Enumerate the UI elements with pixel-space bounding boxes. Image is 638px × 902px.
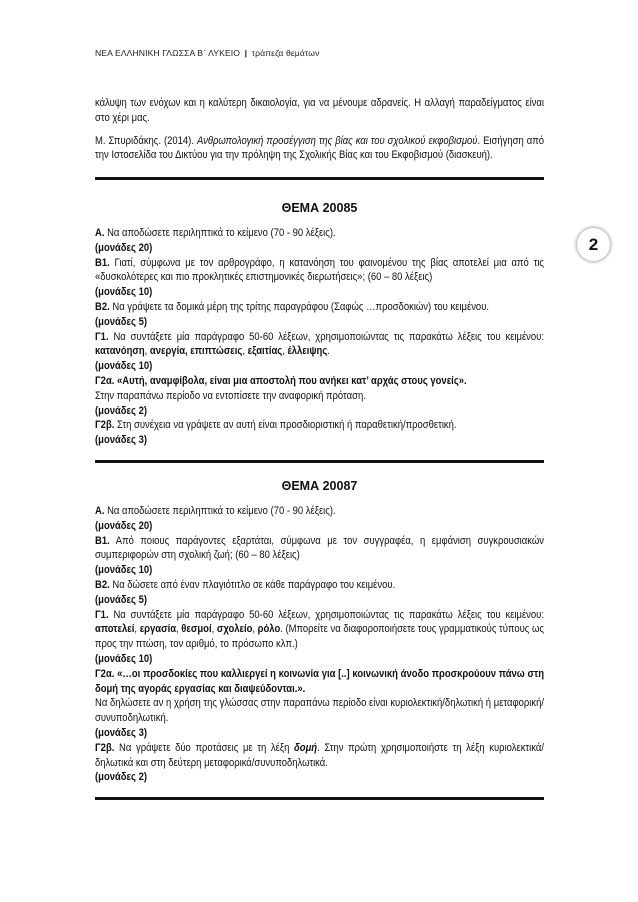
points: (μονάδες 20) (95, 519, 153, 532)
header-title: ΝΕΑ ΕΛΛΗΝΙΚΗ ΓΛΩΣΣΑ Β΄ ΛΥΚΕΙΟ (95, 48, 241, 58)
question-c2a-text: Στην παραπάνω περίοδο να εντοπίσετε την αναφορική πρόταση. (95, 389, 366, 402)
keyword: εξαιτίας (247, 345, 283, 358)
question-label: Β1. (95, 256, 110, 269)
topic-20085 (95, 226, 544, 448)
section-divider (95, 797, 544, 800)
question-b1: Β1. Από ποιους παράγοντες εξαρτάται, σύμφωνα με τον συγγραφέα, η εμφάνιση συγκρουσιακών συμπεριφορών στη σχολική ζωή; (60 – 80 λέξεις) (95, 534, 544, 562)
keyword: εργασία (139, 623, 177, 636)
keyword: ανεργία, επιπτώσεις (149, 345, 243, 358)
intro-section (95, 96, 544, 163)
intro-paragraph: κάλυψη των ενόχων και η καλύτερη δικαιολογία, για να μένουμε αδρανείς. Η αλλαγή παραδείγματος είναι στο χέρι μας. (95, 97, 544, 124)
question-label: Γ1. (95, 330, 109, 343)
topic-title: ΘΕΜΑ 20087 (281, 479, 358, 493)
question-c1: Γ1. Να συντάξετε μία παράγραφο 50-60 λέξεων, χρησιμοποιώντας τις παρακάτω λέξεις του κειμένου: κατανόηση, ανεργία, επιπτώσεις, εξαιτίας, έλλειψης. (95, 330, 544, 358)
points: (μονάδες 3) (95, 434, 147, 447)
points: (μονάδες 5) (95, 593, 147, 606)
question-c2a (95, 374, 544, 389)
keyword: θεσμοί (181, 623, 212, 636)
section-divider (95, 460, 544, 463)
points: (μονάδες 5) (95, 315, 147, 328)
question-c1: Γ1. Να συντάξετε μία παράγραφο 50-60 λέξεων, χρησιμοποιώντας τις παρακάτω λέξεις του κειμένου: αποτελεί, εργασία, θεσμοί, σχολείο, ρόλο. (Μπορείτε να διαφοροποιήσετε τους γραμματικούς τύπους ως προς την πτώση, τον αριθμό, το πρόσωπο κλπ.) (95, 608, 544, 651)
question-label: Β1. (95, 534, 110, 547)
question-a: Α. Να αποδώσετε περιληπτικά το κείμενο (70 - 90 λέξεις). (95, 505, 336, 517)
points: (μονάδες 20) (95, 241, 153, 254)
points: (μονάδες 2) (95, 771, 147, 784)
question-label: Γ2β. (95, 741, 115, 754)
keyword: κατανόηση (95, 345, 145, 358)
quoted-sentence: «…οι προσδοκίες που καλλιεργεί η κοινωνία για [..] κοινωνική άνοδο προσκρούουν πάνω στη δομή της αγοράς εργασίας και διαψεύδονται.». (95, 667, 544, 695)
source-details: . Εισήγηση από την Ιστοσελίδα του Δικτύου για την πρόληψη της Σχολικής Βίας και του Εκφοβισμού (διασκευή). (95, 134, 544, 162)
points: (μονάδες 10) (95, 286, 153, 299)
source-title: Ανθρωπολογική προσέγγιση της βίας και του σχολικού εκφοβισμού (196, 134, 478, 147)
keyword: δομή (294, 741, 318, 754)
header-separator: | (244, 48, 248, 58)
question-label: Γ1. (95, 608, 109, 621)
question-label: Γ2α. (95, 667, 115, 680)
topic-title: ΘΕΜΑ 20085 (281, 201, 358, 215)
question-c2b: Γ2β. Να γράψετε δύο προτάσεις με τη λέξη δομή. Στην πρώτη χρησιμοποιήστε τη λέξη κυριολεκτικά/δηλωτικά και στη δεύτερη μεταφορικά/συνυποδηλωτικά. (95, 741, 544, 769)
question-label: Β2. (95, 300, 110, 313)
question-c2b: Γ2β. Στη συνέχεια να γράψετε αν αυτή είναι προσδιοριστική ή παραθετική/προσθετική. (95, 419, 457, 432)
question-b2: Β2. Να γράψετε τα δομικά μέρη της τρίτης παραγράφου (Σαφώς …προσδοκιών) του κειμένου. (95, 300, 490, 313)
points: (μονάδες 10) (95, 360, 153, 373)
points: (μονάδες 2) (95, 404, 147, 417)
question-label: Α. (95, 505, 105, 517)
question-b2: Β2. Να δώσετε από έναν πλαγιότιτλο σε κάθε παράγραφο του κειμένου. (95, 578, 396, 591)
keyword: σχολείο (216, 623, 253, 636)
question-label: Β2. (95, 578, 110, 591)
question-a: Α. Να αποδώσετε περιληπτικά το κείμενο (70 - 90 λέξεις). (95, 227, 336, 239)
points: (μονάδες 3) (95, 726, 147, 739)
page-number-badge: 2 (577, 228, 610, 261)
keyword: αποτελεί (95, 623, 135, 636)
page-header (95, 48, 320, 58)
quoted-sentence: «Αυτή, αναμφίβολα, είναι μια αποστολή που ανήκει κατ’ αρχάς στους γονείς». (114, 374, 467, 387)
question-label: Γ2β. (95, 419, 115, 432)
header-subtitle: τράπεζα θεμάτων (251, 48, 320, 58)
section-divider (95, 177, 544, 180)
keyword: ρόλο (257, 623, 281, 636)
points: (μονάδες 10) (95, 564, 153, 577)
points: (μονάδες 10) (95, 652, 153, 665)
question-c2a-text: Να δηλώσετε αν η χρήση της γλώσσας στην παραπάνω περίοδο είναι κυριολεκτική/δηλωτική ή μεταφορική/συνυποδηλωτική. (95, 697, 544, 725)
source-author: Μ. Σπυριδάκης. (2014). (95, 134, 197, 147)
question-label: Α. (95, 227, 105, 239)
keyword: έλλειψης (287, 345, 328, 358)
topic-20087 (95, 504, 544, 785)
source-citation (95, 134, 544, 164)
question-label: Γ2α. (95, 374, 115, 387)
question-c2a (95, 667, 544, 697)
question-b1: Β1. Γιατί, σύμφωνα με τον αρθρογράφο, η κατανόηση του φαινομένου της βίας αποτελεί μια από τις «δυσκολότερες και πιο προκλητικές επιστημονικές διερωτήσεις»; (60 – 80 λέξεις) (95, 256, 544, 284)
